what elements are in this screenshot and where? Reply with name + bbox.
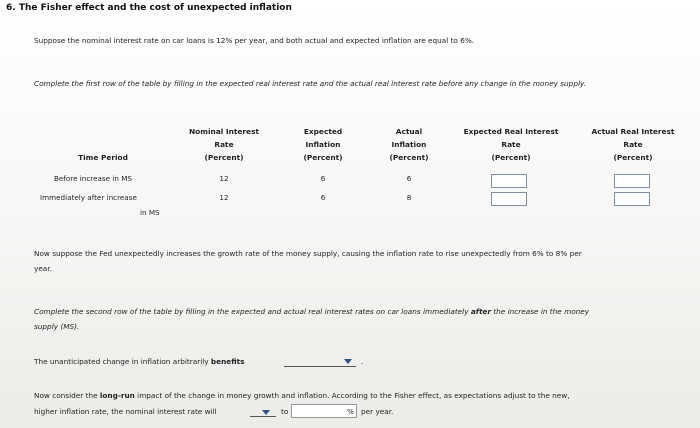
row2-actual-inflation: 8	[406, 193, 412, 202]
intro-text: Suppose the nominal interest rate on car loans is 12% per year, and both actual and expected inflation are equal to 6%.	[34, 36, 475, 45]
per-year-label: per year.	[361, 407, 394, 416]
long-run-line1: Now consider the long-run impact of the change in money growth and inflation. According to the Fisher effect, as expectations adjust to the new,	[34, 391, 570, 400]
row2-nominal: 12	[219, 193, 229, 202]
to-label: to	[281, 407, 289, 416]
header-actual-real-rate: Actual Real Interest Rate (Percent)	[591, 127, 675, 162]
nominal-rate-dropdown[interactable]	[250, 416, 276, 417]
benefits-period: .	[361, 357, 364, 366]
row1-actual-real-input[interactable]	[614, 174, 650, 188]
row2-expected-inflation: 6	[320, 193, 326, 202]
fed-paragraph-line2: year.	[34, 264, 52, 273]
header-actual-inflation: Actual Inflation (Percent)	[389, 127, 429, 162]
row2-expected-real-input[interactable]	[491, 192, 527, 206]
row2-period-cont: in MS	[140, 208, 160, 217]
benefits-dropdown-arrow-icon[interactable]	[344, 359, 352, 364]
instruction-row-1: Complete the first row of the table by filling in the expected real interest rate and the actual real interest rate before any change in the money supply.	[34, 79, 587, 88]
row2-period: Immediately after increase	[40, 193, 137, 202]
header-time-period: Time Period	[78, 153, 128, 162]
header-expected-real-rate: Expected Real Interest Rate (Percent)	[463, 127, 559, 162]
header-nominal-rate: Nominal Interest Rate (Percent)	[189, 127, 259, 162]
row1-nominal: 12	[219, 174, 229, 183]
header-expected-inflation: Expected Inflation (Percent)	[303, 127, 343, 162]
row2-actual-real-input[interactable]	[614, 192, 650, 206]
row1-expected-inflation: 6	[320, 174, 326, 183]
long-run-line2: higher inflation rate, the nominal interest rate will	[34, 407, 217, 416]
percent-unit: %	[347, 407, 354, 416]
row1-period: Before increase in MS	[54, 174, 132, 183]
benefits-sentence: The unanticipated change in inflation arbitrarily benefits	[34, 357, 245, 366]
instruction-row-2-cont: supply (MS).	[34, 322, 80, 331]
row1-actual-inflation: 6	[406, 174, 412, 183]
nominal-rate-dropdown-arrow-icon[interactable]	[262, 410, 270, 415]
row1-expected-real-input[interactable]	[491, 174, 527, 188]
benefits-dropdown[interactable]	[284, 366, 356, 367]
question-title: 6. The Fisher effect and the cost of unexpected inflation	[6, 3, 292, 13]
instruction-row-2: Complete the second row of the table by filling in the expected and actual real interest rates on car loans immediately after the increase in the money	[34, 307, 590, 316]
fed-paragraph-line1: Now suppose the Fed unexpectedly increases the growth rate of the money supply, causing the inflation rate to rise unexpectedly from 6% to 8% per	[34, 249, 582, 258]
